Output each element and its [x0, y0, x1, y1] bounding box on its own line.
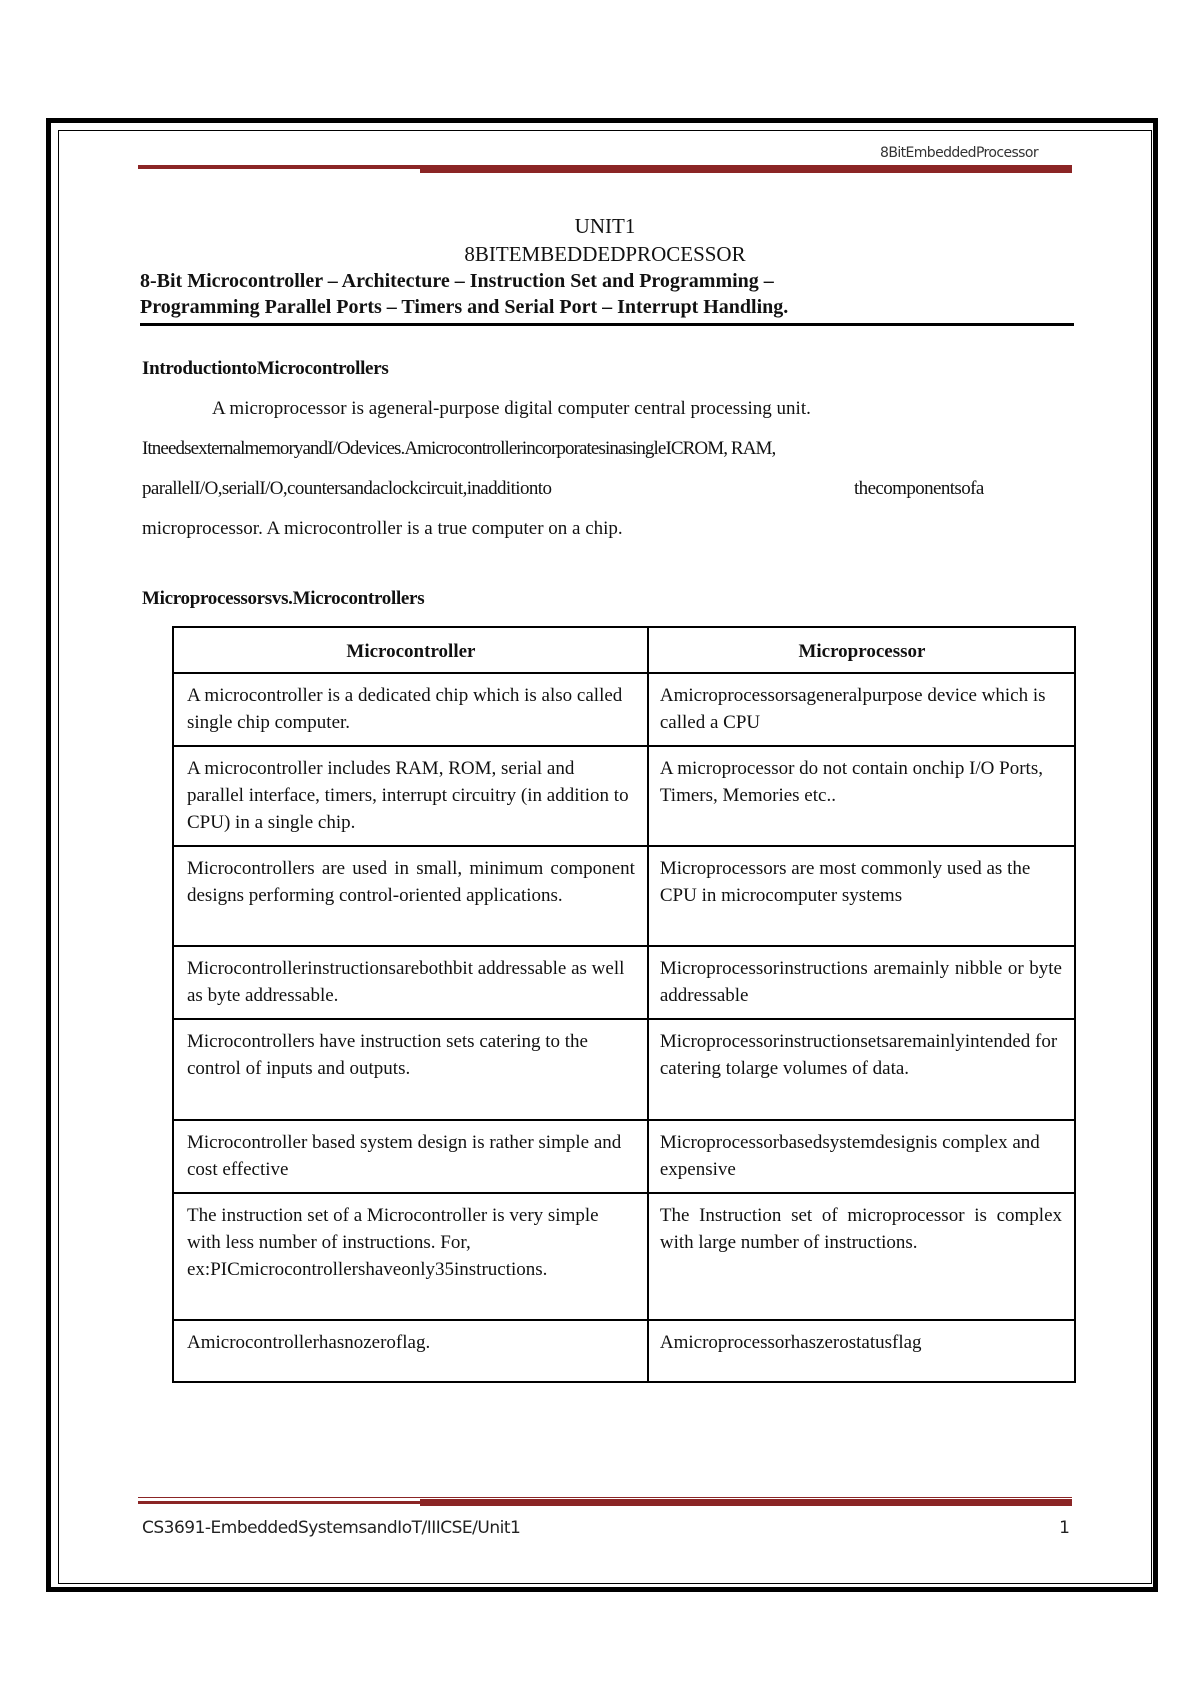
- table-row: [173, 746, 1075, 846]
- table-cell: Microprocessors are most commonly used as the CPU in microcomputer systems: [648, 846, 1075, 946]
- intro-line: thecomponentsofa: [854, 478, 984, 499]
- table-cell: The instruction set of a Microcontroller is very simple with less number of instructions. For, ex:PICmicrocontrollershaveonly35instructions.: [173, 1193, 648, 1320]
- table-cell: A microcontroller includes RAM, ROM, serial and parallel interface, timers, interrupt circuitry (in addition to CPU) in a single chip.: [173, 746, 648, 846]
- intro-line: ItneedsexternalmemoryandI/Odevices.AmicrocontrollerincorporatesinasingleICROM, RAM,: [142, 438, 776, 459]
- table-cell: Microprocessorinstructions aremainly nibble or byte addressable: [648, 946, 1075, 1019]
- table-row: [173, 1193, 1075, 1320]
- footer-rule-thick: [420, 1499, 1072, 1506]
- table-row: [173, 1120, 1075, 1193]
- comparison-table: [172, 626, 1076, 1383]
- unit-name: 8BITEMBEDDEDPROCESSOR: [464, 242, 746, 266]
- table-cell: Microcontrollers are used in small, minimum component designs performing control-oriented applications.: [173, 846, 648, 946]
- table-row: [173, 846, 1075, 946]
- column-header: Microcontroller: [173, 627, 648, 673]
- footer-course: CS3691-EmbeddedSystemsandIoT/IIICSE/Unit1: [142, 1518, 521, 1538]
- unit-title-block: [140, 212, 1070, 320]
- table-row: [173, 946, 1075, 1019]
- intro-line: microprocessor. A microcontroller is a true computer on a chip.: [142, 518, 623, 539]
- title-divider: [140, 323, 1074, 326]
- table-cell: Amicrocontrollerhasnozeroflag.: [173, 1320, 648, 1382]
- table-cell: Microcontrollerinstructionsarebothbit addressable as well as byte addressable.: [173, 946, 648, 1019]
- footer-rule-thin: [138, 1497, 1072, 1498]
- header-rule-left: [138, 166, 420, 169]
- intro-heading: IntroductiontoMicrocontrollers: [142, 358, 389, 379]
- table-cell: Microcontroller based system design is rather simple and cost effective: [173, 1120, 648, 1193]
- table-header-row: [173, 627, 1075, 673]
- page-number: 1: [1059, 1518, 1070, 1538]
- running-header: 8BitEmbeddedProcessor: [880, 145, 1038, 161]
- table-cell: Microcontrollers have instruction sets catering to the control of inputs and outputs.: [173, 1019, 648, 1120]
- table-cell: Microprocessorinstructionsetsaremainlyintended for catering tolarge volumes of data.: [648, 1019, 1075, 1120]
- intro-line: A microprocessor is ageneral-purpose digital computer central processing unit.: [212, 398, 811, 419]
- table-row: [173, 1320, 1075, 1382]
- footer-rule-left: [138, 1501, 420, 1504]
- table-cell: A microprocessor do not contain onchip I/O Ports, Timers, Memories etc..: [648, 746, 1075, 846]
- column-header: Microprocessor: [648, 627, 1075, 673]
- unit-number: UNIT1: [574, 214, 636, 238]
- table-cell: Amicroprocessorhaszerostatusflag: [648, 1320, 1075, 1382]
- table-row: [173, 673, 1075, 746]
- table-cell: Microprocessorbasedsystemdesignis complex and expensive: [648, 1120, 1075, 1193]
- intro-line: parallelI/O,serialI/O,countersandaclockcircuit,inadditionto: [142, 478, 552, 499]
- comparison-heading: Microprocessorsvs.Microcontrollers: [142, 588, 425, 609]
- table-cell: Amicroprocessorsageneralpurpose device which is called a CPU: [648, 673, 1075, 746]
- table-cell: A microcontroller is a dedicated chip which is also called single chip computer.: [173, 673, 648, 746]
- header-rule-thick: [420, 166, 1072, 173]
- unit-topics-line2: Programming Parallel Ports – Timers and Serial Port – Interrupt Handling.: [140, 296, 789, 318]
- table-row: [173, 1019, 1075, 1120]
- table-cell: The Instruction set of microprocessor is complex with large number of instructions.: [648, 1193, 1075, 1320]
- unit-topics-line1: 8-Bit Microcontroller – Architecture – Instruction Set and Programming –: [140, 270, 774, 292]
